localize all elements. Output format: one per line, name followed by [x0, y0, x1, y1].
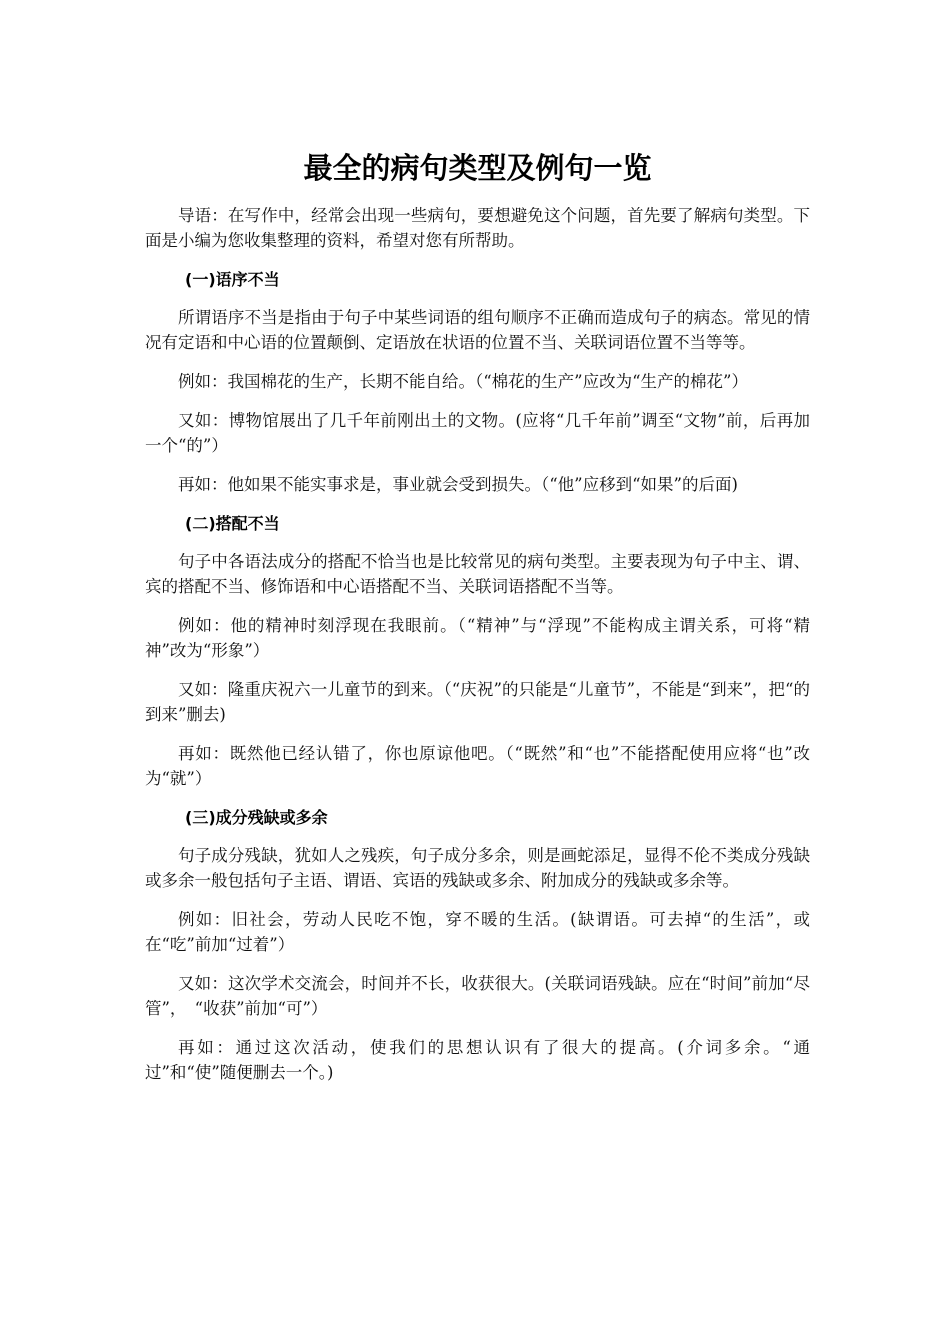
section-heading-3: (三)成分残缺或多余	[185, 808, 328, 827]
section-2-paragraph-1: 句子中各语法成分的搭配不恰当也是比较常见的病句类型。主要表现为句子中主、谓、宾的搭配不当、修饰语和中心语搭配不当、关联词语搭配不当等。	[145, 552, 810, 596]
section-3-paragraph-3: 又如：这次学术交流会，时间并不长，收获很大。(关联词语残缺。应在“时间”前加“尽管”， “收获”前加“可”）	[145, 974, 810, 1018]
document-title: 最全的病句类型及例句一览	[303, 151, 652, 185]
intro-paragraph: 导语：在写作中，经常会出现一些病句，要想避免这个问题，首先要了解病句类型。下面是小编为您收集整理的资料，希望对您有所帮助。	[145, 206, 810, 250]
section-2-paragraph-3: 又如：隆重庆祝六一儿童节的到来。（“庆祝”的只能是“儿童节”，不能是“到来”，把“的到来”删去)	[145, 680, 810, 724]
section-1-paragraph-2: 例如：我国棉花的生产，长期不能自给。（“棉花的生产”应改为“生产的棉花”）	[178, 372, 748, 391]
section-3-paragraph-4: 再如：通过这次活动，使我们的思想认识有了很大的提高。(介词多余。“通过”和“使”随便删去一个。)	[145, 1038, 810, 1082]
section-2-paragraph-4: 再如：既然他已经认错了，你也原谅他吧。（“既然”和“也”不能搭配使用应将“也”改为“就”）	[145, 744, 810, 788]
section-3-paragraph-1: 句子成分残缺，犹如人之残疾，句子成分多余，则是画蛇添足，显得不伦不类成分残缺或多余一般包括句子主语、谓语、宾语的残缺或多余、附加成分的残缺或多余等。	[145, 846, 810, 890]
section-3-paragraph-2: 例如：旧社会，劳动人民吃不饱，穿不暖的生活。(缺谓语。可去掉“的生活”，或在“吃”前加“过着”）	[145, 910, 810, 954]
section-heading-1: (一)语序不当	[185, 270, 280, 289]
section-1-paragraph-1: 所谓语序不当是指由于句子中某些词语的组句顺序不正确而造成句子的病态。常见的情况有定语和中心语的位置颠倒、定语放在状语的位置不当、关联词语位置不当等等。	[145, 308, 810, 352]
section-heading-2: (二)搭配不当	[185, 514, 280, 533]
section-1-paragraph-4: 再如：他如果不能实事求是，事业就会受到损失。（“他”应移到“如果”的后面)	[178, 475, 738, 494]
document-page	[145, 150, 810, 1099]
section-2-paragraph-2: 例如：他的精神时刻浮现在我眼前。（“精神”与“浮现”不能构成主谓关系，可将“精神”改为“形象”）	[145, 616, 810, 660]
section-1-paragraph-3: 又如：博物馆展出了几千年前刚出土的文物。(应将“几千年前”调至“文物”前，后再加一个“的”）	[145, 411, 810, 455]
